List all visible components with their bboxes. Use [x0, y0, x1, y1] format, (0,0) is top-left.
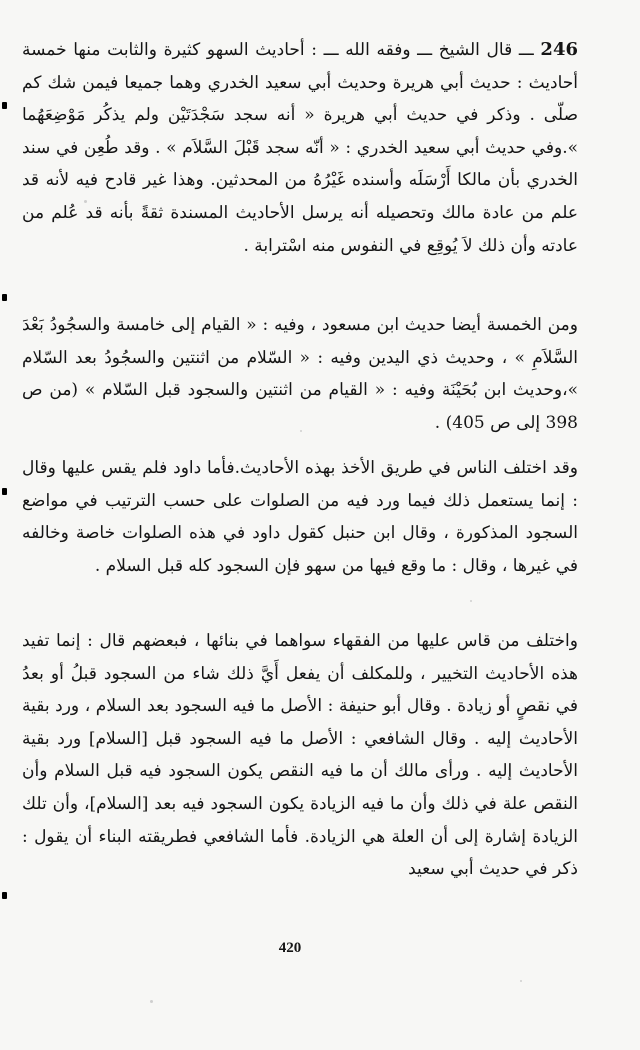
binding-mark	[2, 488, 7, 495]
binding-mark	[2, 102, 7, 109]
page-number: 420	[278, 940, 302, 956]
paper-speck	[300, 430, 302, 432]
paper-speck	[150, 1000, 153, 1003]
paper-speck	[470, 600, 472, 602]
paragraph-1-text: ـــ قال الشيخ ـــ وفقه الله ـــ : أحاديث السهو كثيرة والثابت منها خمسة أحاديث : حديث أبي هريرة وحديث أبي سعيد الخدري وهما جميعا فيمن شك كم صلّى . وذكر في حديث أبي هريرة « أنه سجد سَجْدَتَيْن ولم يذكُر مَوْضِعَهُما ».وفي حديث أبي سعيد الخدري : « أنّه سجد قَبْلَ السَّلاَم » . وقد طُعِن في سند الخدري بأن مالكا أَرْسَلَه وأسنده غَيْرُهُ من المحدثين. وهذا غير قادح فيه لأنه قد علم من عادة مالك وتحصيله أنه يرسل الأحاديث المسندة ثقةً بأنه قد عُلم من عادته وأن ذلك لاَ يُوقِع في النفوس منه اسْترابة .	[22, 40, 578, 256]
paragraph-2	[22, 309, 578, 439]
entry-number: 246	[540, 39, 578, 60]
binding-mark	[2, 294, 7, 301]
paragraph-3	[22, 452, 578, 582]
paper-speck	[84, 200, 87, 203]
paragraph-2-text: ومن الخمسة أيضا حديث ابن مسعود ، وفيه : « القيام إلى خامسة والسجُودُ بَعْدَ السَّلاَمِ » ، وحديث ذي اليدين وفيه : « السّلام من اثنتين والسجُودُ بعد السّلام »،وحديث ابن بُحَيْنَة وفيه : « القيام من اثنتين والسجود قبل السّلام » (من ص 398 إلى ص 405) .	[22, 315, 578, 433]
paragraph-1	[22, 34, 578, 262]
binding-mark	[2, 892, 7, 899]
paragraph-3-text: وقد اختلف الناس في طريق الأخذ بهذه الأحاديث.فأما داود فلم يقس عليها وقال : إنما يستعمل ذلك فيما ورد فيه من الصلوات على حسب الترتيب في مواضع السجود المذكورة ، وقال ابن حنبل كقول داود في هذه الصلوات خاصة وخالفه في غيرها ، وقال : ما وقع فيها من سهو فإن السجود كله قبل السلام .	[22, 458, 578, 576]
paragraph-4	[22, 625, 578, 886]
paper-speck	[520, 980, 522, 982]
paragraph-4-text: واختلف من قاس عليها من الفقهاء سواهما في بنائها ، فبعضهم قال : إنما تفيد هذه الأحاديث التخيير ، وللمكلف أن يفعل أَيَّ ذلك شاء من السجود قبلُ أو بعدُ في نقصٍ أو زيادة . وقال أبو حنيفة : الأصل ما فيه السجود بعد السلام ، ورد بقية الأحاديث إليه . وقال الشافعي : الأصل ما فيه السجود قبل [السلام] ورد بقية الأحاديث إليه . ورأى مالك أن ما فيه النقص يكون السجود فيه قبل السلام وأن النقص علة في ذلك وأن ما فيه الزيادة يكون السجود فيه بعد [السلام]، وأن تلك الزيادة إشارة إلى أن العلة هي الزيادة. فأما الشافعي فطريقته البناء أن يقول : ذكر في حديث أبي سعيد	[22, 631, 579, 880]
